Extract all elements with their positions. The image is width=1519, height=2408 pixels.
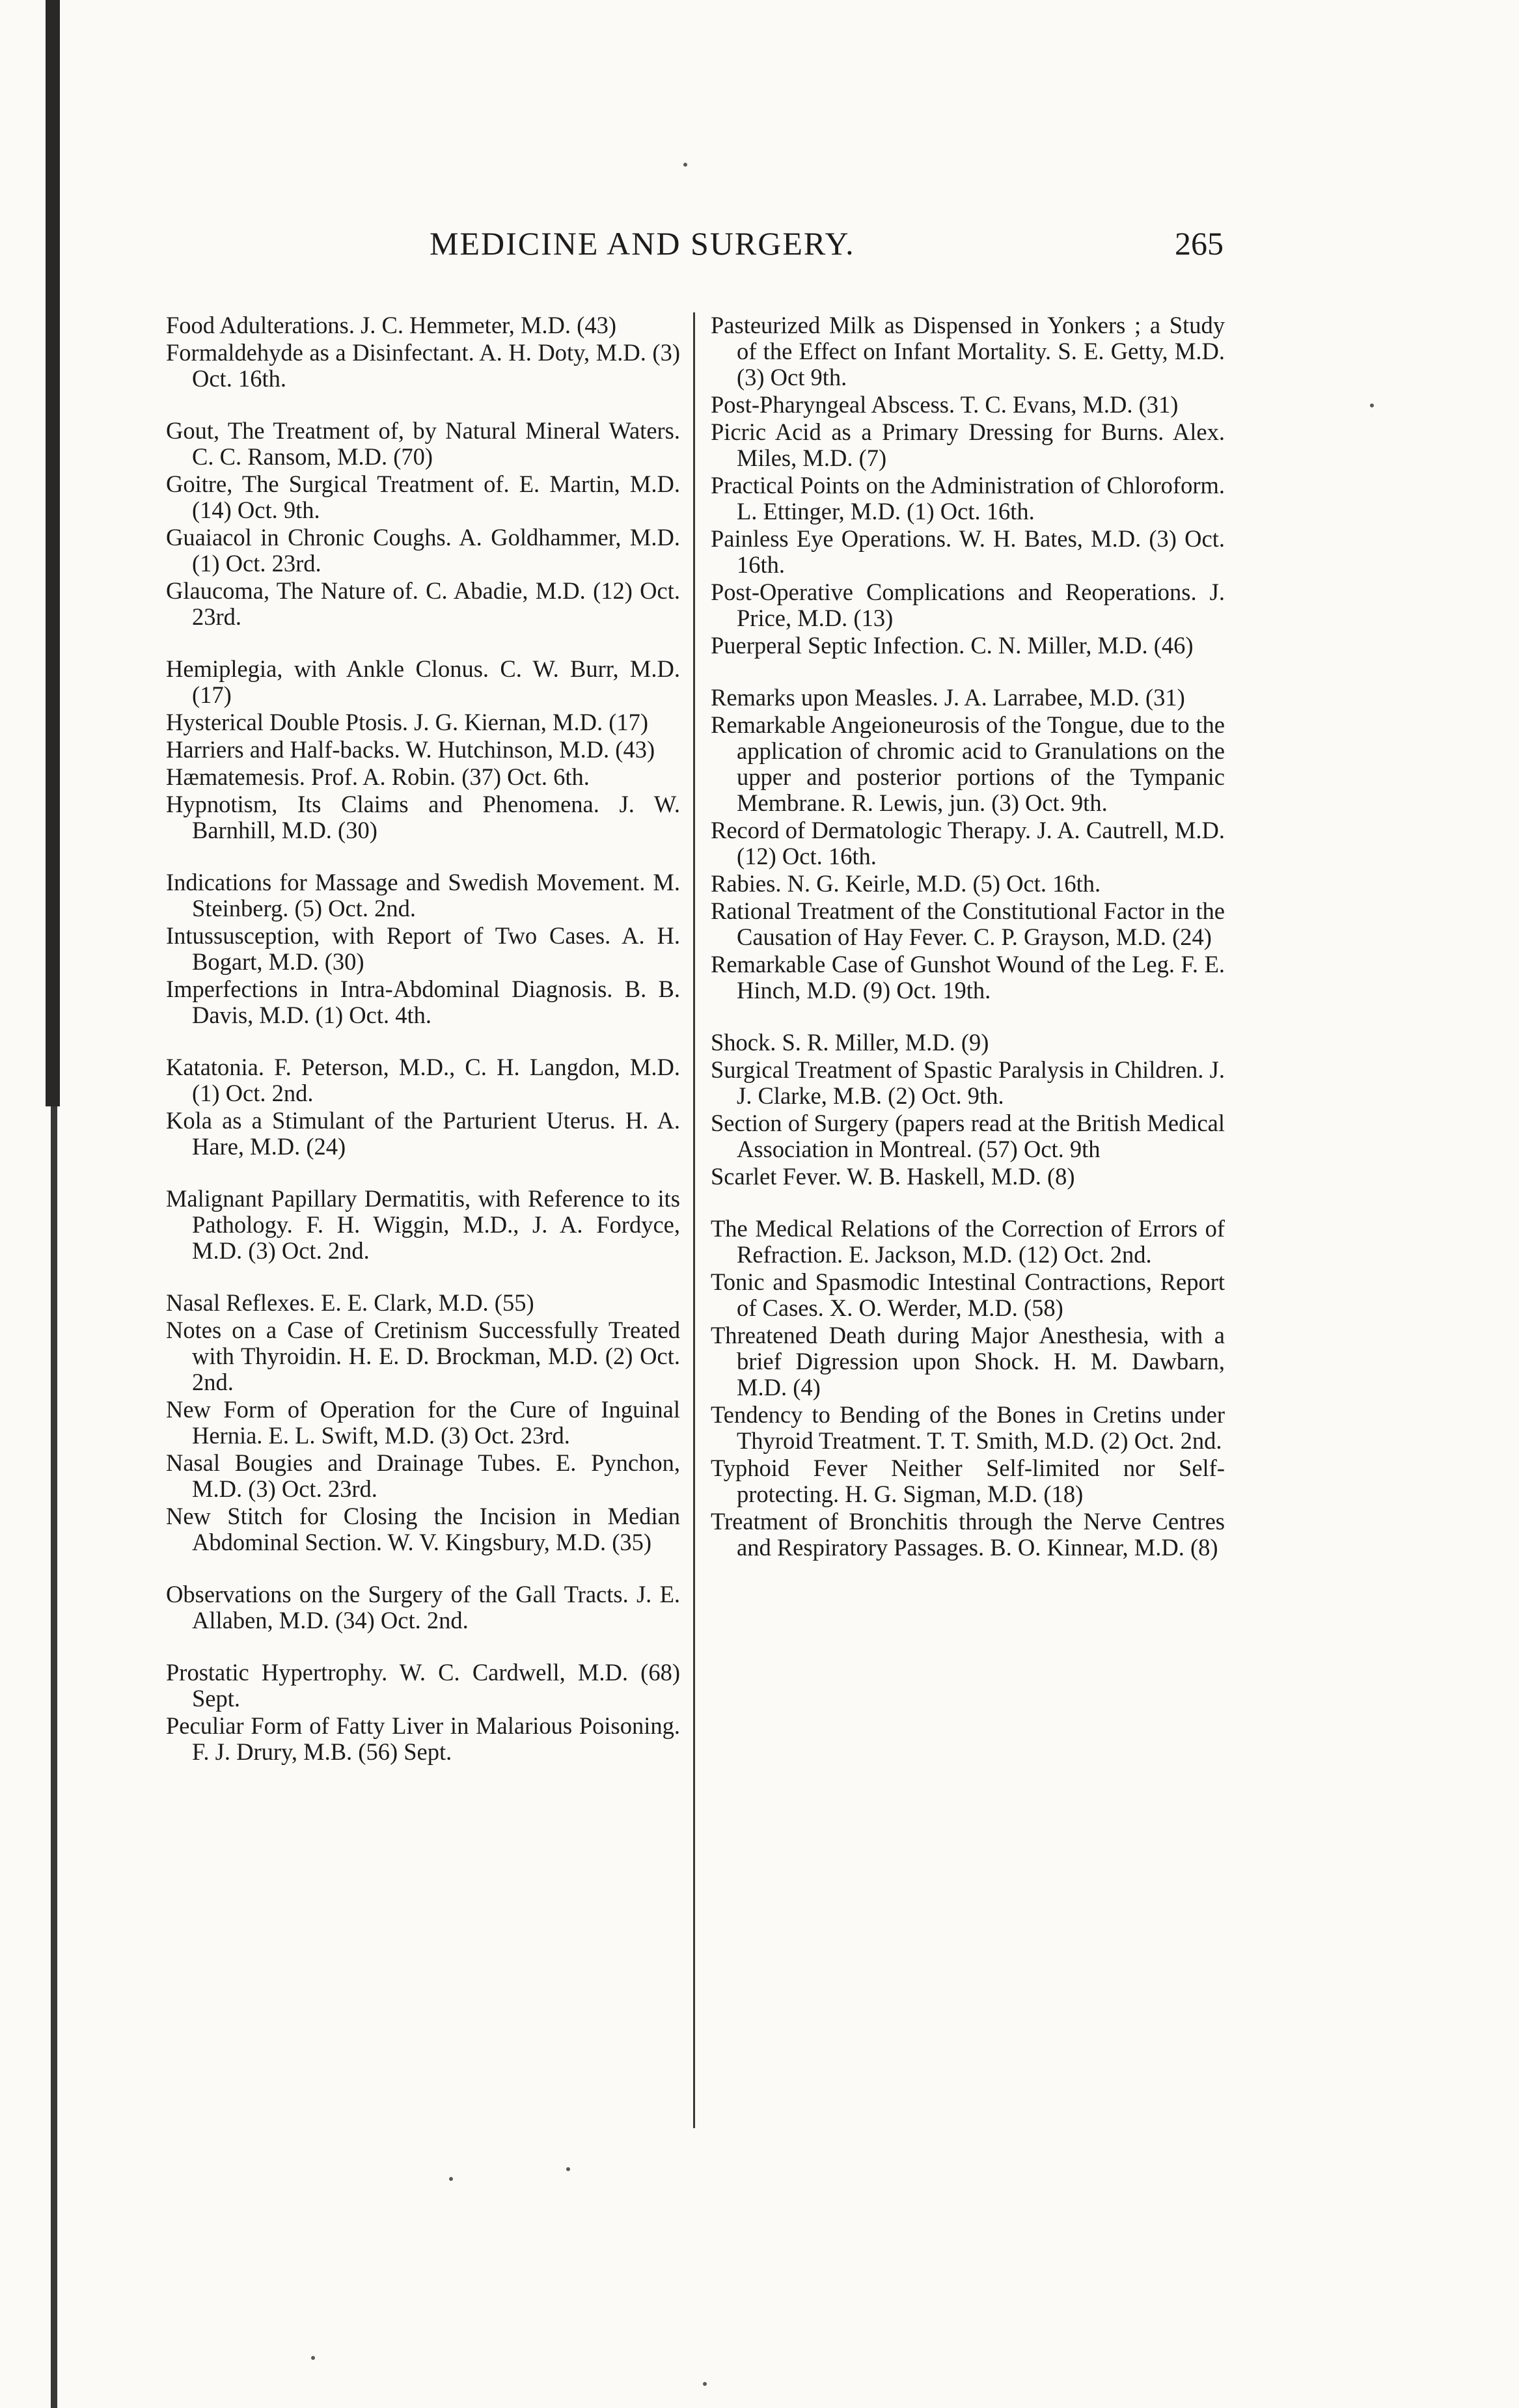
index-entry: Kola as a Stimulant of the Parturient Uterus. H. A. Hare, M.D. (24) bbox=[166, 1107, 680, 1160]
index-entry: Guaiacol in Chronic Coughs. A. Goldhammer, M.D. (1) Oct. 23rd. bbox=[166, 524, 680, 577]
index-entry: Treatment of Bronchitis through the Nerve Centres and Respiratory Passages. B. O. Kinnear, M.D. (8) bbox=[711, 1508, 1225, 1561]
scan-speck bbox=[1370, 404, 1374, 407]
index-entry: Threatened Death during Major Anesthesia, with a brief Digression upon Shock. H. M. Dawbarn, M.D. (4) bbox=[711, 1322, 1225, 1401]
index-entry: Peculiar Form of Fatty Liver in Malarious Poisoning. F. J. Drury, M.B. (56) Sept. bbox=[166, 1712, 680, 1765]
index-entry: New Stitch for Closing the Incision in Median Abdominal Section. W. V. Kingsbury, M.D. (35) bbox=[166, 1503, 680, 1555]
index-entry: Goitre, The Surgical Treatment of. E. Martin, M.D. (14) Oct. 9th. bbox=[166, 471, 680, 523]
index-entry: Observations on the Surgery of the Gall Tracts. J. E. Allaben, M.D. (34) Oct. 2nd. bbox=[166, 1581, 680, 1634]
scan-speck bbox=[703, 2382, 707, 2386]
index-entry: Rational Treatment of the Constitutional Factor in the Causation of Hay Fever. C. P. Grayson, M.D. (24) bbox=[711, 897, 1225, 950]
index-entry: Tendency to Bending of the Bones in Cretins under Thyroid Treatment. T. T. Smith, M.D. (2) Oct. 2nd. bbox=[711, 1401, 1225, 1454]
running-title: MEDICINE AND SURGERY. bbox=[430, 225, 855, 262]
scan-speck bbox=[683, 163, 687, 167]
index-entry: Picric Acid as a Primary Dressing for Burns. Alex. Miles, M.D. (7) bbox=[711, 418, 1225, 471]
index-entry: Gout, The Treatment of, by Natural Mineral Waters. C. C. Ransom, M.D. (70) bbox=[166, 417, 680, 470]
index-entry: Puerperal Septic Infection. C. N. Miller, M.D. (46) bbox=[711, 632, 1194, 659]
scan-speck bbox=[311, 2356, 315, 2360]
index-entry: Intussusception, with Report of Two Cases. A. H. Bogart, M.D. (30) bbox=[166, 922, 680, 975]
index-entry: Formaldehyde as a Disinfectant. A. H. Doty, M.D. (3) Oct. 16th. bbox=[166, 339, 680, 392]
scan-speck bbox=[566, 2167, 570, 2171]
index-entry: Hæmatemesis. Prof. A. Robin. (37) Oct. 6th. bbox=[166, 763, 590, 790]
index-entry: Malignant Papillary Dermatitis, with Reference to its Pathology. F. H. Wiggin, M.D., J. A. Fordyce, M.D. (3) Oct. 2nd. bbox=[166, 1185, 680, 1264]
page-number: 265 bbox=[1175, 225, 1224, 262]
index-entry: Painless Eye Operations. W. H. Bates, M.D. (3) Oct. 16th. bbox=[711, 525, 1225, 578]
index-entry: Glaucoma, The Nature of. C. Abadie, M.D. (12) Oct. 23rd. bbox=[166, 577, 680, 630]
index-entry: Nasal Reflexes. E. E. Clark, M.D. (55) bbox=[166, 1289, 534, 1316]
index-entry: Notes on a Case of Cretinism Successfully Treated with Thyroidin. H. E. D. Brockman, M.D. (2) Oct. 2nd. bbox=[166, 1317, 680, 1395]
index-entry: Section of Surgery (papers read at the British Medical Association in Montreal. (57) Oct. 9th bbox=[711, 1110, 1225, 1162]
index-entry: Record of Dermatologic Therapy. J. A. Cautrell, M.D. (12) Oct. 16th. bbox=[711, 817, 1225, 869]
index-entry: Remarks upon Measles. J. A. Larrabee, M.D. (31) bbox=[711, 684, 1185, 711]
index-entry: Katatonia. F. Peterson, M.D., C. H. Langdon, M.D. (1) Oct. 2nd. bbox=[166, 1054, 680, 1106]
index-entry: Remarkable Angeioneurosis of the Tongue, due to the application of chromic acid to Granulations on the upper and posterior portions of the Tympanic Membrane. R. Lewis, jun. (3) Oct. 9th. bbox=[711, 711, 1225, 816]
scan-edge-shadow bbox=[46, 0, 60, 1106]
index-entry: Hypnotism, Its Claims and Phenomena. J. W. Barnhill, M.D. (30) bbox=[166, 791, 680, 843]
index-entry: Pasteurized Milk as Dispensed in Yonkers ; a Study of the Effect on Infant Mortality. S. E. Getty, M.D. (3) Oct 9th. bbox=[711, 312, 1225, 390]
page-header bbox=[430, 225, 1224, 277]
index-column-left bbox=[166, 312, 680, 1766]
index-entry: Food Adulterations. J. C. Hemmeter, M.D. (43) bbox=[166, 312, 616, 338]
index-entry: Hemiplegia, with Ankle Clonus. C. W. Burr, M.D. (17) bbox=[166, 655, 680, 708]
index-entry: Indications for Massage and Swedish Movement. M. Steinberg. (5) Oct. 2nd. bbox=[166, 869, 680, 922]
index-entry: New Form of Operation for the Cure of Inguinal Hernia. E. L. Swift, M.D. (3) Oct. 23rd. bbox=[166, 1396, 680, 1449]
index-entry: Typhoid Fever Neither Self-limited nor Self-protecting. H. G. Sigman, M.D. (18) bbox=[711, 1455, 1225, 1507]
index-entry: The Medical Relations of the Correction of Errors of Refraction. E. Jackson, M.D. (12) Oct. 2nd. bbox=[711, 1215, 1225, 1268]
column-divider bbox=[693, 312, 695, 2128]
index-entry: Surgical Treatment of Spastic Paralysis in Children. J. J. Clarke, M.B. (2) Oct. 9th. bbox=[711, 1056, 1225, 1109]
index-entry: Prostatic Hypertrophy. W. C. Cardwell, M.D. (68) Sept. bbox=[166, 1659, 680, 1712]
index-entry: Practical Points on the Administration of Chloroform. L. Ettinger, M.D. (1) Oct. 16th. bbox=[711, 472, 1225, 525]
index-entry: Rabies. N. G. Keirle, M.D. (5) Oct. 16th. bbox=[711, 870, 1101, 897]
index-entry: Hysterical Double Ptosis. J. G. Kiernan, M.D. (17) bbox=[166, 709, 649, 735]
index-entry: Post-Operative Complications and Reoperations. J. Price, M.D. (13) bbox=[711, 579, 1225, 631]
scan-speck bbox=[449, 2177, 453, 2181]
index-entry: Remarkable Case of Gunshot Wound of the Leg. F. E. Hinch, M.D. (9) Oct. 19th. bbox=[711, 951, 1225, 1004]
index-entry: Imperfections in Intra-Abdominal Diagnosis. B. B. Davis, M.D. (1) Oct. 4th. bbox=[166, 976, 680, 1028]
index-column-right bbox=[711, 312, 1225, 1562]
index-entry: Harriers and Half-backs. W. Hutchinson, M.D. (43) bbox=[166, 736, 655, 763]
scan-edge-shadow-lower bbox=[51, 1106, 57, 2408]
index-entry: Nasal Bougies and Drainage Tubes. E. Pynchon, M.D. (3) Oct. 23rd. bbox=[166, 1449, 680, 1502]
index-entry: Tonic and Spasmodic Intestinal Contractions, Report of Cases. X. O. Werder, M.D. (58) bbox=[711, 1268, 1225, 1321]
index-entry: Post-Pharyngeal Abscess. T. C. Evans, M.D. (31) bbox=[711, 391, 1179, 418]
index-entry: Scarlet Fever. W. B. Haskell, M.D. (8) bbox=[711, 1163, 1075, 1190]
index-entry: Shock. S. R. Miller, M.D. (9) bbox=[711, 1029, 989, 1056]
